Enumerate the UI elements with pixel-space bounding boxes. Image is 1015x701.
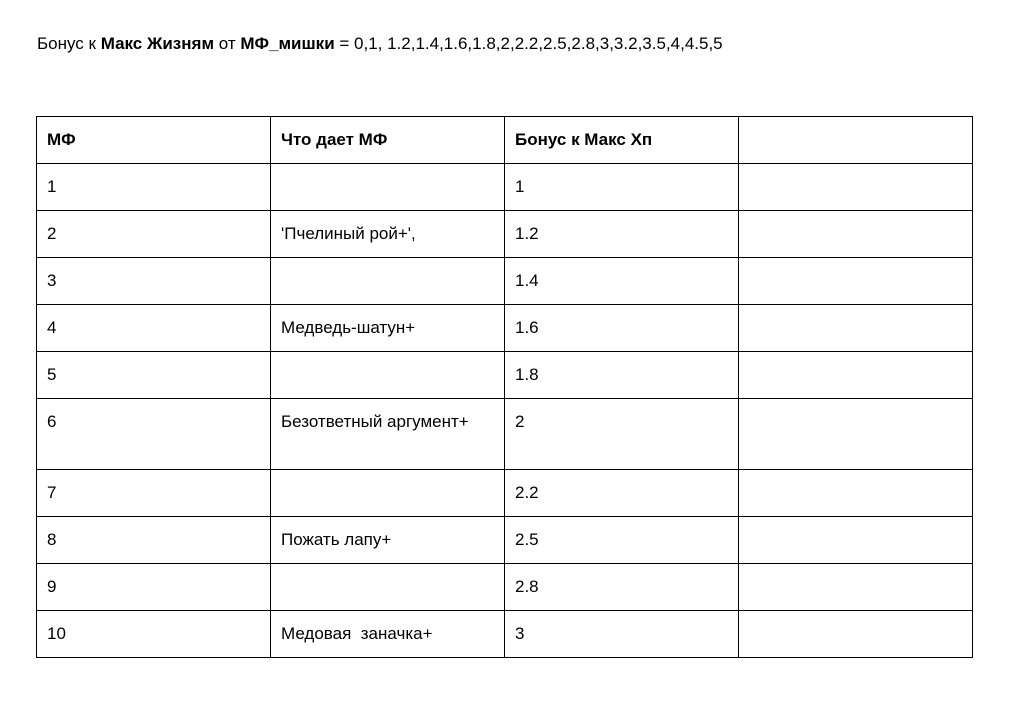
cell-mf: 9 [37,564,271,611]
table-row [37,611,973,658]
cell-bonus: 2 [505,399,739,470]
cell-bonus: 1.2 [505,211,739,258]
intro-paragraph [37,33,723,55]
cell-gives: Медведь-шатун+ [271,305,505,352]
cell-extra [739,211,973,258]
cell-mf: 2 [37,211,271,258]
intro-bold-mf: МФ_мишки [240,34,335,53]
mf-bonus-table [36,116,973,658]
cell-mf: 10 [37,611,271,658]
cell-bonus: 2.5 [505,517,739,564]
cell-extra [739,399,973,470]
cell-extra [739,164,973,211]
cell-gives [271,164,505,211]
table-row [37,258,973,305]
cell-mf: 4 [37,305,271,352]
header-extra [739,117,973,164]
intro-bold-max-hp: Макс Жизням [100,34,215,53]
cell-bonus: 1.4 [505,258,739,305]
table-row [37,305,973,352]
cell-gives [271,258,505,305]
cell-mf: 8 [37,517,271,564]
cell-extra [739,305,973,352]
cell-gives: Безответный аргумент+ [271,399,505,470]
cell-bonus: 3 [505,611,739,658]
header-bonus: Бонус к Макс Хп [505,117,739,164]
cell-bonus: 1 [505,164,739,211]
table-row [37,564,973,611]
cell-mf: 3 [37,258,271,305]
table-row [37,352,973,399]
header-mf: МФ [37,117,271,164]
header-what-gives: Что дает МФ [271,117,505,164]
table-row [37,164,973,211]
table-row [37,517,973,564]
cell-extra [739,470,973,517]
cell-gives: 'Пчелиный рой+', [271,211,505,258]
cell-bonus: 2.2 [505,470,739,517]
cell-mf: 5 [37,352,271,399]
cell-extra [739,611,973,658]
table-row [37,399,973,470]
table-row [37,470,973,517]
cell-bonus: 1.8 [505,352,739,399]
intro-values: = 0,1, 1.2,1.4,1.6,1.8,2,2.2,2.5,2.8,3,3.2,3.5,4,4.5,5 [334,34,723,53]
intro-prefix: Бонус к [37,34,101,53]
cell-mf: 6 [37,399,271,470]
cell-bonus: 1.6 [505,305,739,352]
cell-gives [271,564,505,611]
cell-mf: 7 [37,470,271,517]
cell-gives: Пожать лапу+ [271,517,505,564]
cell-bonus: 2.8 [505,564,739,611]
cell-extra [739,564,973,611]
cell-extra [739,517,973,564]
intro-middle: от [214,34,241,53]
cell-mf: 1 [37,164,271,211]
cell-gives [271,470,505,517]
table-row [37,211,973,258]
cell-gives: Медовая заначка+ [271,611,505,658]
table-header-row [37,117,973,164]
cell-extra [739,258,973,305]
cell-gives [271,352,505,399]
cell-extra [739,352,973,399]
